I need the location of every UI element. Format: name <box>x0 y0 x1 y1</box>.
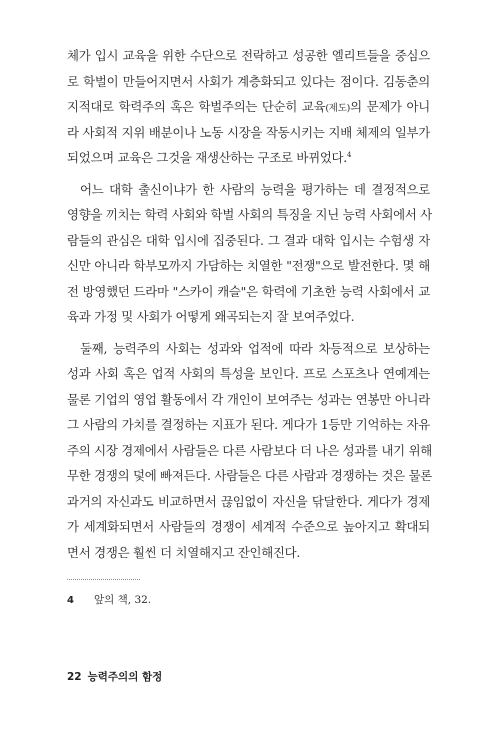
footnote-divider <box>67 579 140 580</box>
text-line: 성과 사회 혹은 업적 사회의 특성을 보인다. 프로 스포츠나 연예계는 <box>67 366 430 381</box>
text-line: 로 학벌이 만들어지면서 사회가 계층화되고 있다는 점이다. 김동춘의 <box>67 73 430 89</box>
main-text <box>67 43 433 565</box>
text-line: 그 사람의 가치를 결정하는 지표가 된다. 게다가 1등만 기억하는 자유 <box>67 417 430 432</box>
text-line: 육과 가정 및 사회가 어떻게 왜곡되는지 잘 보여주었다. <box>67 309 355 324</box>
text-line: 영향을 끼치는 학력 사회와 학벌 사회의 특징을 지닌 능력 사회에서 사 <box>67 207 433 222</box>
text-line: 람들의 관심은 대학 입시에 집중된다. 그 결과 대학 입시는 수험생 자 <box>67 232 430 248</box>
text-line: 과거의 자신과도 비교하면서 끊임없이 자신을 닦달한다. 게다가 경제 <box>67 493 430 509</box>
footnote-text: 앞의 책, 32. <box>94 594 152 606</box>
text-line: 둘째, 능력주의 사회는 성과와 업적에 따라 차등적으로 보상하는 <box>80 340 430 356</box>
parenthetical-note: (제도) <box>325 103 351 114</box>
footnote <box>67 593 151 608</box>
footnote-reference[interactable]: 4 <box>346 151 352 159</box>
page-number: 22 <box>67 671 82 683</box>
text-line: 가 세계화되면서 사람들의 경쟁이 세계적 수준으로 높아지고 확대되 <box>67 519 430 534</box>
text-line: 주의 시장 경제에서 사람들은 다른 사람보다 더 나은 성과를 내기 위해 <box>67 442 433 458</box>
text-line: 면서 경쟁은 훨씬 더 치열해지고 잔인해진다. <box>67 544 301 560</box>
text-line: 어느 대학 출신이냐가 한 사람의 능력을 평가하는 데 결정적으로 <box>80 181 430 197</box>
text-line: 물론 기업의 영업 활동에서 각 개인이 보여주는 성과는 연봉만 아니라 <box>67 391 430 407</box>
page-footer <box>67 670 162 684</box>
text-segment: 의 문제가 아니 <box>350 99 430 114</box>
paragraph-3 <box>67 336 433 566</box>
text-line: 체가 입시 교육을 위한 수단으로 전락하고 성공한 엘리트들을 중심으 <box>67 48 430 63</box>
text-line: 라 사회적 지위 배분이나 노동 시장을 작동시키는 지배 체제의 일부가 <box>67 124 430 140</box>
text-line: 무한 경쟁의 덫에 빠져든다. 사람들은 다른 사람과 경쟁하는 것은 물론 <box>67 468 433 483</box>
book-title: 능력주의의 함정 <box>87 671 163 683</box>
text-segment: 되었으며 교육은 그것을 재생산하는 구조로 바뀌었다. <box>67 150 347 165</box>
paragraph-1 <box>67 43 430 171</box>
text-line <box>67 94 430 120</box>
text-line: 신만 아니라 학부모까지 가담하는 치열한 "전쟁"으로 발전한다. 몇 해 <box>67 258 430 273</box>
text-line: 전 방영했던 드라마 "스카이 캐슬"은 학력에 기초한 능력 사회에서 교 <box>67 283 430 299</box>
paragraph-2 <box>67 177 433 330</box>
footnote-number: 4 <box>67 595 74 606</box>
text-line <box>67 145 430 171</box>
text-segment: 지적대로 학력주의 혹은 학벌주의는 단순히 교육 <box>67 99 326 114</box>
